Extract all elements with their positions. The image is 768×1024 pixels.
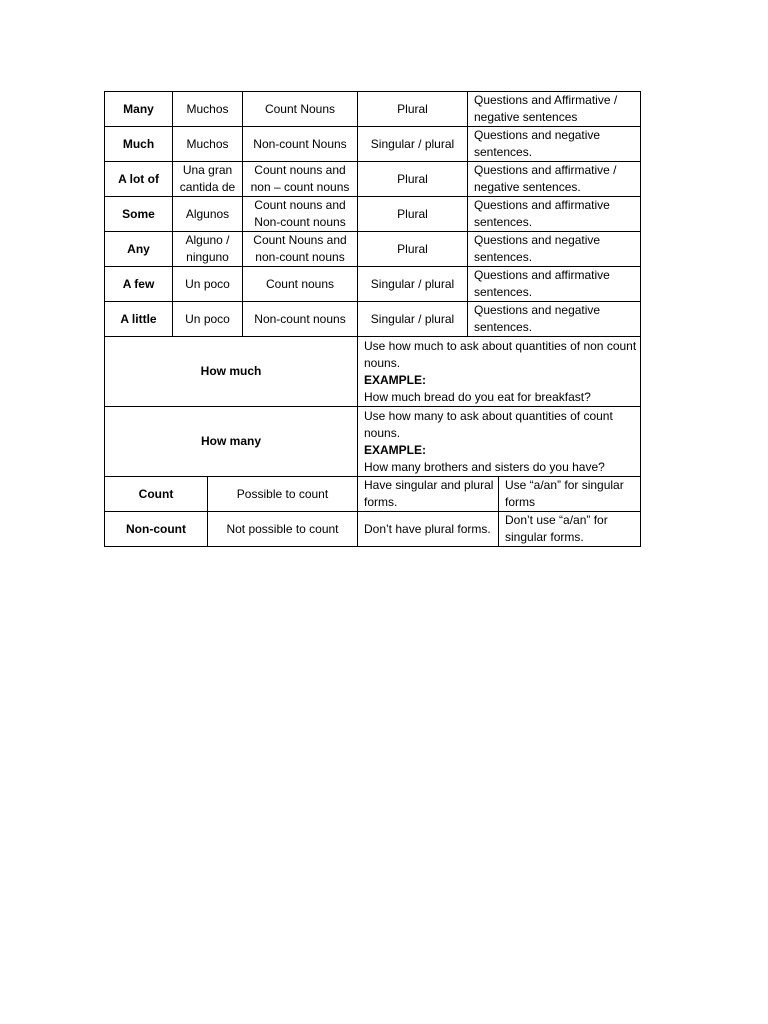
noun-type: Non-count Nouns xyxy=(243,127,358,162)
noun-type: Count nouns and Non-count nouns xyxy=(243,197,358,232)
spanish-translation: Algunos xyxy=(173,197,243,232)
noun-type: Count Nouns xyxy=(243,92,358,127)
spanish-translation: Alguno / ninguno xyxy=(173,232,243,267)
number-form: Singular / plural xyxy=(358,267,468,302)
noun-type: Count nouns xyxy=(243,267,358,302)
noun-type: Non-count nouns xyxy=(243,302,358,337)
usage: Questions and Affirmative / negative sentences xyxy=(468,92,641,127)
quantifier-word: A few xyxy=(105,267,173,302)
count-label: Count xyxy=(105,477,208,512)
quantifier-word: Some xyxy=(105,197,173,232)
how-much-description: Use how much to ask about quantities of non count nouns. xyxy=(364,338,637,370)
number-form: Singular / plural xyxy=(358,127,468,162)
noncount-forms: Don’t have plural forms. xyxy=(358,512,499,547)
usage: Questions and negative sentences. xyxy=(468,232,641,267)
number-form: Plural xyxy=(358,197,468,232)
number-form: Singular / plural xyxy=(358,302,468,337)
how-many-description: Use how many to ask about quantities of count nouns. xyxy=(364,408,613,440)
quantifiers-table xyxy=(104,91,641,547)
count-meaning: Possible to count xyxy=(208,477,358,512)
how-many-explanation xyxy=(358,407,641,477)
number-form: Plural xyxy=(358,232,468,267)
table-row xyxy=(105,127,641,162)
number-form: Plural xyxy=(358,162,468,197)
quantifier-word: Much xyxy=(105,127,173,162)
usage: Questions and affirmative sentences. xyxy=(468,197,641,232)
noncount-article: Don’t use “a/an” for singular forms. xyxy=(499,512,641,547)
how-many-label: How many xyxy=(105,407,358,477)
how-many-example: How many brothers and sisters do you have? xyxy=(364,459,605,474)
table-row xyxy=(105,302,641,337)
spanish-translation: Una gran cantida de xyxy=(173,162,243,197)
table-row xyxy=(105,162,641,197)
how-many-example-label: EXAMPLE: xyxy=(364,442,427,457)
spanish-translation: Muchos xyxy=(173,127,243,162)
usage: Questions and negative sentences. xyxy=(468,127,641,162)
noncount-label: Non-count xyxy=(105,512,208,547)
noun-type: Count Nouns and non-count nouns xyxy=(243,232,358,267)
how-much-explanation xyxy=(358,337,641,407)
quantifier-word: Many xyxy=(105,92,173,127)
count-row xyxy=(105,477,641,512)
noncount-row xyxy=(105,512,641,547)
usage: Questions and negative sentences. xyxy=(468,302,641,337)
usage: Questions and affirmative / negative sentences. xyxy=(468,162,641,197)
usage: Questions and affirmative sentences. xyxy=(468,267,641,302)
number-form: Plural xyxy=(358,92,468,127)
how-much-example: How much bread do you eat for breakfast? xyxy=(364,389,591,404)
how-much-example-label: EXAMPLE: xyxy=(364,372,427,387)
quantifier-word: Any xyxy=(105,232,173,267)
count-forms: Have singular and plural forms. xyxy=(358,477,499,512)
table-row xyxy=(105,92,641,127)
spanish-translation: Un poco xyxy=(173,302,243,337)
table-row xyxy=(105,197,641,232)
how-many-row xyxy=(105,407,641,477)
noun-type: Count nouns and non – count nouns xyxy=(243,162,358,197)
how-much-label: How much xyxy=(105,337,358,407)
quantifier-word: A little xyxy=(105,302,173,337)
quantifier-word: A lot of xyxy=(105,162,173,197)
spanish-translation: Un poco xyxy=(173,267,243,302)
noncount-meaning: Not possible to count xyxy=(208,512,358,547)
table-row xyxy=(105,232,641,267)
spanish-translation: Muchos xyxy=(173,92,243,127)
how-much-row xyxy=(105,337,641,407)
count-article: Use “a/an” for singular forms xyxy=(499,477,641,512)
table-row xyxy=(105,267,641,302)
